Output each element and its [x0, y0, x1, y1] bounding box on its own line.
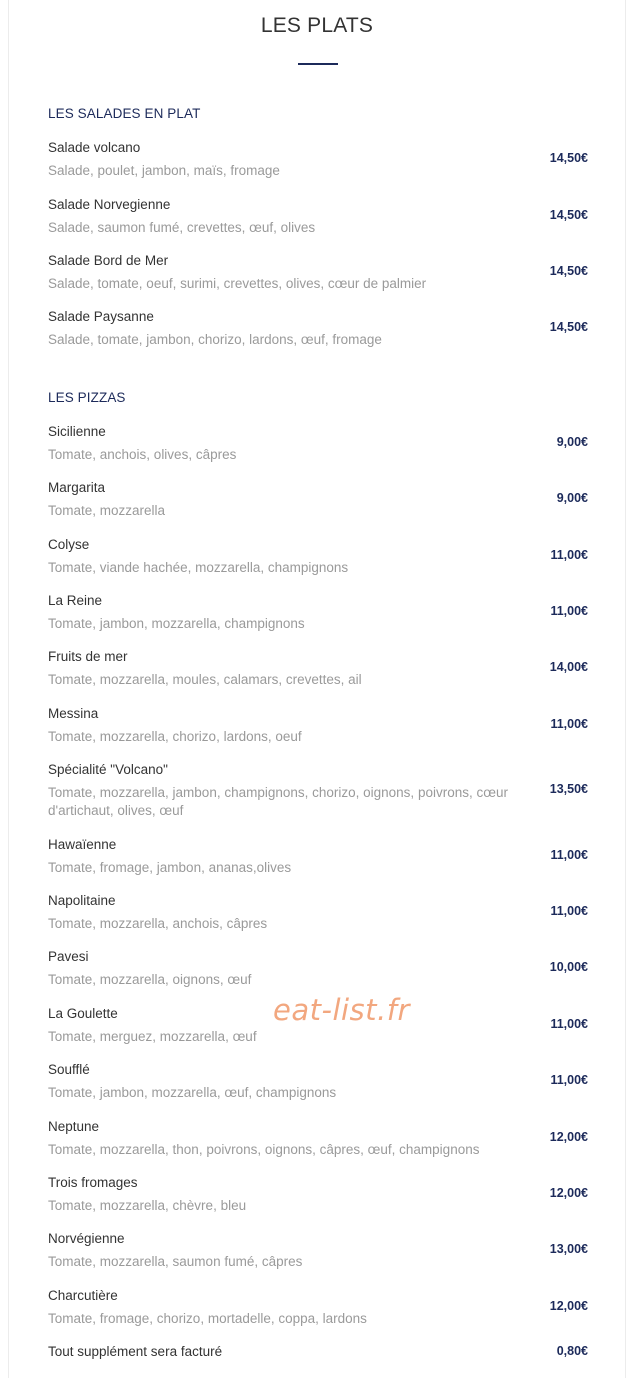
item-name: Charcutière	[48, 1288, 118, 1303]
menu-item	[48, 836, 588, 877]
item-name: Spécialité "Volcano"	[48, 762, 168, 777]
supplement-label: Tout supplément sera facturé	[48, 1344, 223, 1359]
item-price: 11,00€	[550, 848, 588, 862]
section-title-pizzas: LES PIZZAS	[48, 390, 126, 405]
item-price: 11,00€	[550, 1017, 588, 1031]
item-price: 14,50€	[549, 320, 588, 334]
item-name: Pavesi	[48, 949, 89, 964]
item-description: Tomate, merguez, mozzarella, œuf	[48, 1029, 257, 1044]
item-description: Salade, saumon fumé, crevettes, œuf, olives	[48, 220, 316, 235]
item-description: Tomate, viande hachée, mozzarella, champignons	[48, 560, 349, 575]
item-description: Tomate, mozzarella	[48, 503, 166, 518]
menu-item	[48, 592, 588, 633]
item-price: 9,00€	[556, 435, 588, 449]
item-price: 9,00€	[556, 491, 588, 505]
item-name: Salade Paysanne	[48, 309, 154, 324]
item-price: 14,50€	[549, 264, 588, 278]
item-name: Trois fromages	[48, 1175, 138, 1190]
item-price: 14,50€	[549, 151, 588, 165]
item-name: Salade Bord de Mer	[48, 253, 169, 268]
menu-item	[48, 761, 588, 820]
item-description: Tomate, jambon, mozzarella, œuf, champignons	[48, 1085, 337, 1100]
menu-item	[48, 648, 588, 689]
item-description: Tomate, mozzarella, anchois, câpres	[48, 916, 268, 931]
item-description: Tomate, fromage, chorizo, mortadelle, coppa, lardons	[48, 1311, 367, 1326]
item-name: Colyse	[48, 537, 90, 552]
item-price: 10,00€	[549, 960, 588, 974]
menu-item	[48, 1061, 588, 1102]
item-price: 12,00€	[549, 1299, 588, 1313]
item-description: Tomate, mozzarella, moules, calamars, crevettes, ail	[48, 672, 362, 687]
item-name: Messina	[48, 706, 99, 721]
item-description: Tomate, mozzarella, chorizo, lardons, oeuf	[48, 729, 302, 744]
item-name: La Goulette	[48, 1006, 118, 1021]
item-name: Fruits de mer	[48, 649, 128, 664]
menu-item	[48, 1287, 588, 1328]
item-price: 11,00€	[550, 1073, 588, 1087]
item-price: 12,00€	[549, 1130, 588, 1144]
supplement-price: 0,80€	[556, 1344, 588, 1358]
menu-item	[48, 1118, 588, 1159]
item-price: 11,00€	[550, 548, 588, 562]
item-description: Tomate, mozzarella, jambon, champignons, chorizo, oignons, poivrons, cœur d'artichaut, olives, œuf	[48, 785, 508, 818]
menu-item	[48, 423, 588, 464]
item-name: Salade volcano	[48, 140, 141, 155]
supplement-row	[48, 1343, 588, 1361]
menu-item	[48, 1174, 588, 1215]
item-name: Salade Norvegienne	[48, 197, 171, 212]
menu-item	[48, 705, 588, 746]
item-price: 12,00€	[549, 1186, 588, 1200]
item-description: Tomate, anchois, olives, câpres	[48, 447, 237, 462]
menu-item	[48, 196, 588, 237]
menu-item	[48, 479, 588, 520]
item-price: 13,00€	[549, 1242, 588, 1256]
item-name: La Reine	[48, 593, 103, 608]
menu-item	[48, 892, 588, 933]
item-description: Salade, poulet, jambon, maïs, fromage	[48, 163, 280, 178]
menu-item	[48, 308, 588, 349]
watermark: eat-list.fr	[273, 993, 410, 1027]
title-divider	[298, 63, 338, 65]
item-name: Neptune	[48, 1119, 100, 1134]
item-price: 11,00€	[550, 717, 588, 731]
item-description: Tomate, mozzarella, saumon fumé, câpres	[48, 1254, 303, 1269]
item-price: 14,00€	[549, 660, 588, 674]
item-name: Soufflé	[48, 1062, 90, 1077]
menu-item	[48, 252, 588, 293]
item-name: Sicilienne	[48, 424, 106, 439]
menu-item	[48, 536, 588, 577]
item-description: Tomate, mozzarella, thon, poivrons, oignons, câpres, œuf, champignons	[48, 1142, 480, 1157]
menu-item	[48, 948, 588, 989]
menu-item	[48, 1230, 588, 1271]
item-name: Norvégienne	[48, 1231, 125, 1246]
item-price: 11,00€	[550, 604, 588, 618]
item-price: 14,50€	[549, 208, 588, 222]
item-price: 11,00€	[550, 904, 588, 918]
item-name: Napolitaine	[48, 893, 116, 908]
item-description: Salade, tomate, jambon, chorizo, lardons, œuf, fromage	[48, 332, 382, 347]
section-title-salades: LES SALADES EN PLAT	[48, 106, 201, 121]
menu-item	[48, 139, 588, 180]
item-name: Margarita	[48, 480, 106, 495]
item-description: Tomate, mozzarella, chèvre, bleu	[48, 1198, 247, 1213]
item-description: Tomate, mozzarella, oignons, œuf	[48, 972, 252, 987]
item-price: 13,50€	[549, 782, 588, 796]
page-title: LES PLATS	[260, 14, 374, 37]
item-description: Tomate, jambon, mozzarella, champignons	[48, 616, 305, 631]
item-description: Salade, tomate, oeuf, surimi, crevettes, olives, cœur de palmier	[48, 276, 427, 291]
item-description: Tomate, fromage, jambon, ananas,olives	[48, 860, 292, 875]
item-name: Hawaïenne	[48, 837, 117, 852]
